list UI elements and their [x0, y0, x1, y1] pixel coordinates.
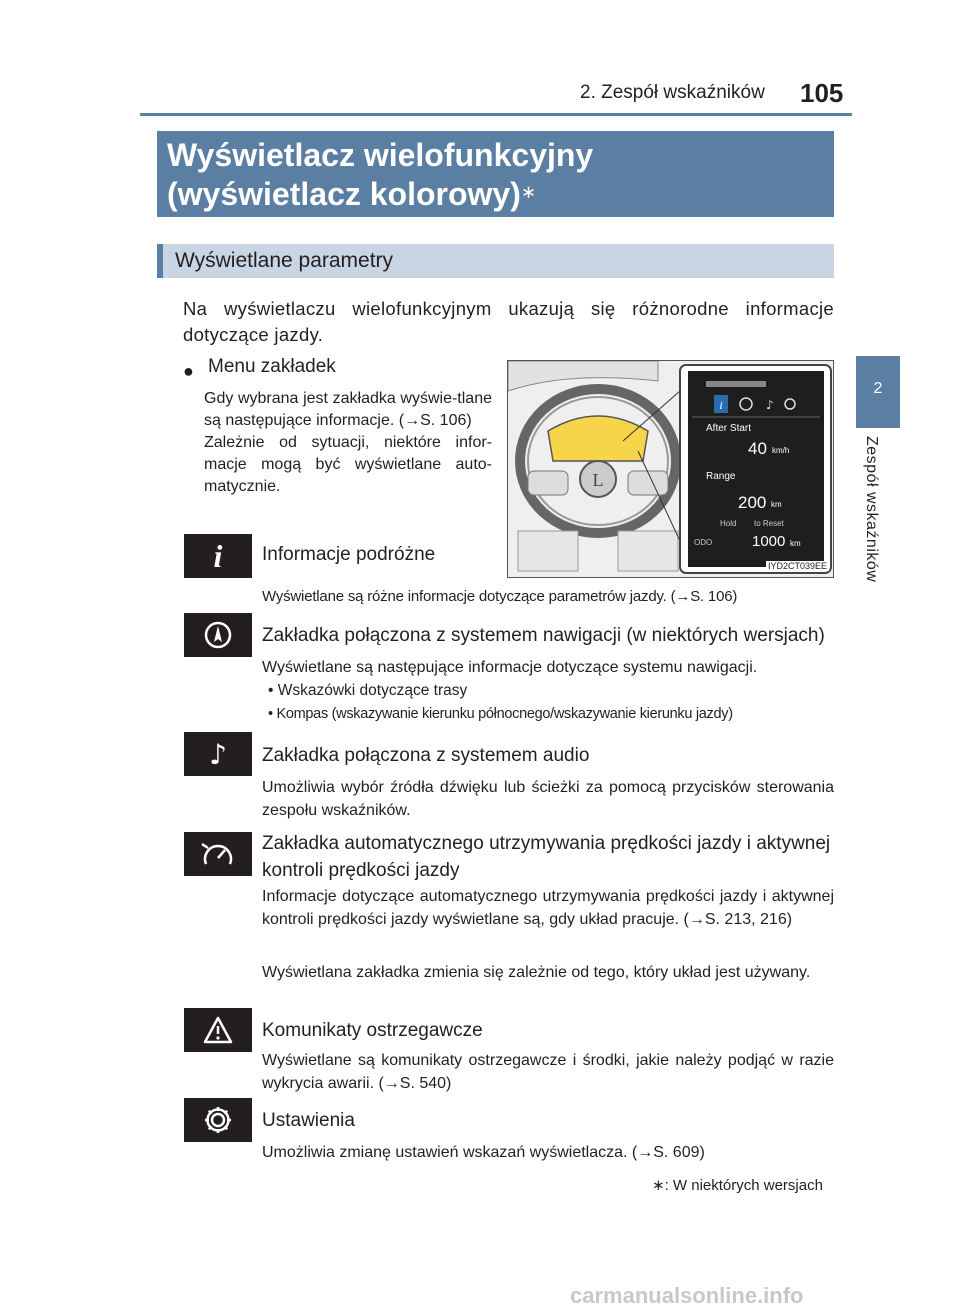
title-asterisk: ∗: [520, 182, 536, 202]
item-desc-warnings: Wyświetlane są komunikaty ostrzegawcze i środki, jakie należy podjąć w razie wykrycia awarii. (→S. 540): [262, 1052, 834, 1092]
subtitle-accent: [157, 244, 163, 278]
figure-hold: Hold: [720, 519, 737, 528]
item-title-audio: Zakładka połączona z systemem audio: [262, 745, 590, 766]
item-title-cruise: Zakładka automatycznego utrzymywania prędkości jazdy i aktywnej kontroli prędkości jazdy: [262, 833, 831, 881]
item-desc-audio: Umożliwia wybór źródła dźwięku lub ścieżki za pomocą przycisków sterowania zespołu wskaźników.: [262, 779, 834, 819]
section-heading: 2. Zespół wskaźników: [580, 82, 765, 103]
item-title-trip-info: Informacje podróżne: [262, 544, 436, 565]
svg-text:♪: ♪: [766, 398, 774, 412]
dashboard-figure: [507, 360, 834, 578]
title-line-2: (wyświetlacz kolorowy)∗: [167, 176, 536, 212]
list-item: • Kompas (wskazywanie kierunku północnego/wskazywanie kierunku jazdy): [268, 706, 733, 722]
footnote: ∗: W niektórych wersjach: [652, 1177, 823, 1194]
item-desc-cruise-2: Wyświetlana zakładka zmienia się zależnie od tego, który układ jest używany.: [262, 964, 811, 981]
page-title: [167, 136, 593, 214]
music-note-icon: ♪: [184, 732, 252, 776]
page-number: 105: [800, 78, 844, 108]
chapter-number: 2: [873, 380, 883, 397]
figure-speed: 40: [748, 439, 767, 458]
figure-range-label: Range: [706, 471, 736, 482]
svg-text:L: L: [592, 470, 604, 490]
gear-icon: [184, 1098, 252, 1142]
bullet-icon: ●: [183, 361, 194, 381]
figure-code: IYD2CT039EE: [768, 561, 828, 571]
figure-range-unit: km: [771, 500, 782, 509]
item-title-settings: Ustawienia: [262, 1110, 355, 1131]
cruise-control-icon: [184, 832, 252, 876]
navigation-icon: [184, 613, 252, 657]
item-title-navigation: Zakładka połączona z systemem nawigacji (w niektórych wersjach): [262, 625, 825, 646]
intro-paragraph: Na wyświetlaczu wielofunkcyjnym ukazują się różnorodne informacje dotyczące jazdy.: [183, 298, 834, 345]
menu-label: Menu zakładek: [208, 356, 336, 377]
watermark: carmanualsonline.info: [570, 1283, 804, 1308]
item-title-warnings: Komunikaty ostrzegawcze: [262, 1020, 483, 1041]
figure-speed-unit: km/h: [772, 446, 790, 455]
info-icon: i: [184, 534, 252, 578]
svg-text:i: i: [719, 398, 723, 412]
figure-after-start: After Start: [706, 423, 752, 434]
figure-odo-label: ODO: [694, 538, 713, 547]
item-desc-navigation: Wyświetlane są następujące informacje dotyczące systemu nawigacji.: [262, 659, 758, 676]
header-rule: [140, 113, 852, 116]
item-desc-trip-info: Wyświetlane są różne informacje dotyczące parametrów jazdy. (→S. 106): [262, 588, 738, 605]
item-desc-cruise: Informacje dotyczące automatycznego utrzymywania prędkości jazdy i aktywnej kontroli prędkości jazdy wyświetlane są, gdy układ pracuje. (→S. 213, 216): [262, 888, 834, 928]
figure-odo: 1000: [752, 533, 786, 550]
title-line-1: Wyświetlacz wielofunkcyjny: [167, 137, 594, 173]
warning-icon: [184, 1008, 252, 1052]
figure-range: 200: [738, 493, 767, 512]
list-item: • Wskazówki dotyczące trasy: [268, 682, 468, 699]
chapter-label: Zespół wskaźników: [863, 436, 880, 583]
figure-odo-unit: km: [790, 539, 801, 548]
figure-to-reset: to Reset: [754, 519, 784, 528]
menu-description: Gdy wybrana jest zakładka wyświe-tlane są następujące informacje. (→S. 106) Zależnie od sytuacji, niektóre infor-macje mogą być wyświetlane auto-matycznie.: [204, 390, 492, 495]
item-desc-settings: Umożliwia zmianę ustawień wskazań wyświetlacza. (→S. 609): [262, 1144, 705, 1161]
subtitle: Wyświetlane parametry: [175, 249, 394, 272]
